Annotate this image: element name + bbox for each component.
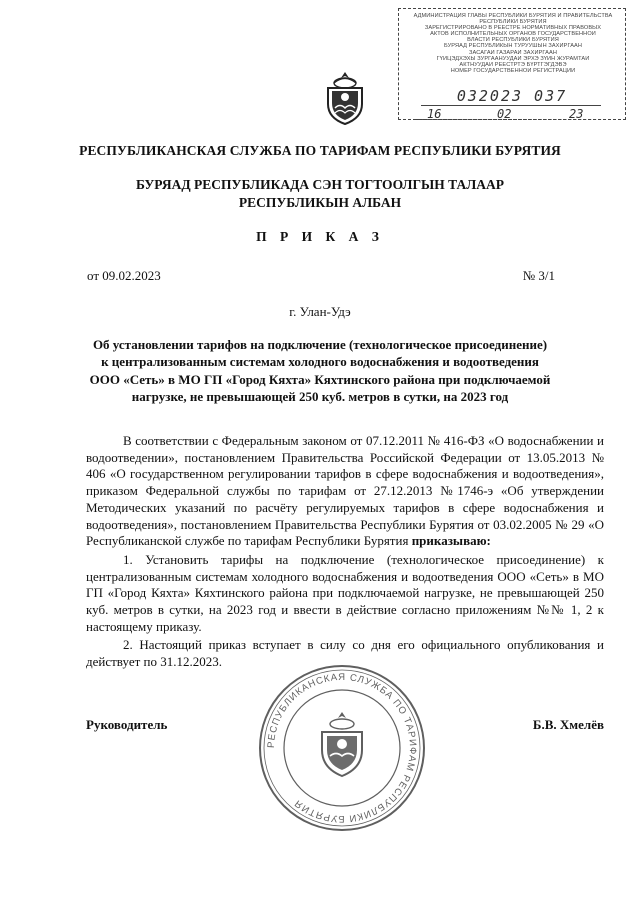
registration-stamp-line: АКТНУУДАЙ РЕЕСТРТЭ БҮРТГЭГДЭВЭ [459,61,567,68]
registration-day: 16 [427,107,442,121]
signatory-name: Б.В. Хмелёв [532,717,604,732]
registration-stamp-line: РЕСПУБЛИКИ БУРЯТИЯ [479,19,547,26]
seal-text-path: РЕСПУБЛИКАНСКАЯ СЛУЖБА ПО ТАРИФАМ РЕСПУБЛИКИ БУРЯТИЯ [265,671,419,825]
registration-stamp-line: ЗАСАГАЙ ГАЗАРАЙ ЗАХИРГААН [469,49,557,56]
seal-emblem-icon [322,712,362,776]
document-date: от 09.02.2023 [87,268,161,283]
coat-of-arms-icon [320,70,370,126]
registration-stamp [398,8,626,120]
registration-stamp-line: ВЛАСТИ РЕСПУБЛИКИ БУРЯТИЯ [467,37,559,44]
document-body [86,433,604,671]
registration-stamp-line: АДМИНИСТРАЦИЯ ГЛАВЫ РЕСПУБЛИКИ БУРЯТИЯ И ПРАВИТЕЛЬСТВА [413,13,613,19]
preamble-text: В соответствии с Федеральным законом от 07.12.2011 № 416-ФЗ «О водоснабжении и водоотведении», постановлением Правительства Российской Федерации от 13.05.2013 № 406 «О государственном регулировании тарифов в сфере водоснабжения и водоотведения», приказом Федеральной службы по тарифам от 27.12.2013 №1746-э «Об утверждении Методических указаний по расчёту регулируемых тарифов в сфере водоснабжения и водоотведения», постановлением Правительства Республики Бурятия от 03.02.2005 № 29 «О Республиканской службе по тарифам Республики Бурятия [86,433,604,549]
registration-month: 02 [497,107,512,121]
document-type: П Р И К А З [256,229,384,244]
order-item-2: 2. Настоящий приказ вступает в силу со дня его официального опубликования и действует по 31.12.2023. [86,637,604,670]
document-title: Об установлении тарифов на подключение (технологическое присоединение) к централизованным системам холодного водоснабжения и водоотведения ООО «Сеть» в МО ГП «Город Кяхта» Кяхтинского района при подключаемой нагрузке, не превышающей 250 куб. метров в сутки, на 2023 год [89,337,551,404]
registration-stamp-line: НОМЕР ГОСУДАРСТВЕННОЙ РЕГИСТРАЦИИ [450,67,576,74]
registration-stamp-line: АКТОВ ИСПОЛНИТЕЛЬНЫХ ОРГАНОВ ГОСУДАРСТВЕННОЙ [430,31,596,38]
agency-name-russian: РЕСПУБЛИКАНСКАЯ СЛУЖБА ПО ТАРИФАМ РЕСПУБЛИКИ БУРЯТИЯ [79,143,561,158]
preamble-paragraph [86,433,604,550]
registration-number: 032023 037 [456,87,568,105]
official-seal [256,662,428,834]
registration-stamp-line: ЗАРЕГИСТРИРОВАНО В РЕЕСТРЕ НОРМАТИВНЫХ ПРАВОВЫХ [424,25,602,32]
agency-name-buryat-line1: БУРЯАД РЕСПУБЛИКАДА СЭН ТОГТООЛГЫН ТАЛААР [135,177,505,192]
signatory-position: Руководитель [86,717,168,732]
registration-stamp-line: ГҮЙЦЭДХЭХЫ ЗУРГААНУУДАЙ ЭРХЭ ЗҮЙН ЖУРАМТАЙ [436,55,590,62]
registration-year: 23 [569,107,584,121]
document-number: № 3/1 [522,268,555,283]
agency-name-buryat-line2: РЕСПУБЛИКЫН АЛБАН [238,195,402,210]
order-item-1: 1. Установить тарифы на подключение (технологическое присоединение) к централизованным системам холодного водоснабжения и водоотведения ООО «Сеть» в МО ГП «Город Кяхта» Кяхтинского района при подключаемой нагрузке, не превышающей 250 куб. метров в сутки, на 2023 год и ввести в действие согласно приложениям №№ 1, 2 к настоящему приказу. [86,551,604,634]
registration-date-underline [415,119,611,120]
registration-stamp-line: БУРЯАД РЕСПУБЛИКЫН ТУРУУШЫН ЗАХИРГААН [443,43,583,50]
orders-keyword: приказываю: [411,533,491,549]
registration-number-underline [421,105,601,106]
registration-stamp-lines [405,13,621,74]
agency-name-buryat [0,176,640,212]
document-city: г. Улан-Удэ [289,304,351,319]
